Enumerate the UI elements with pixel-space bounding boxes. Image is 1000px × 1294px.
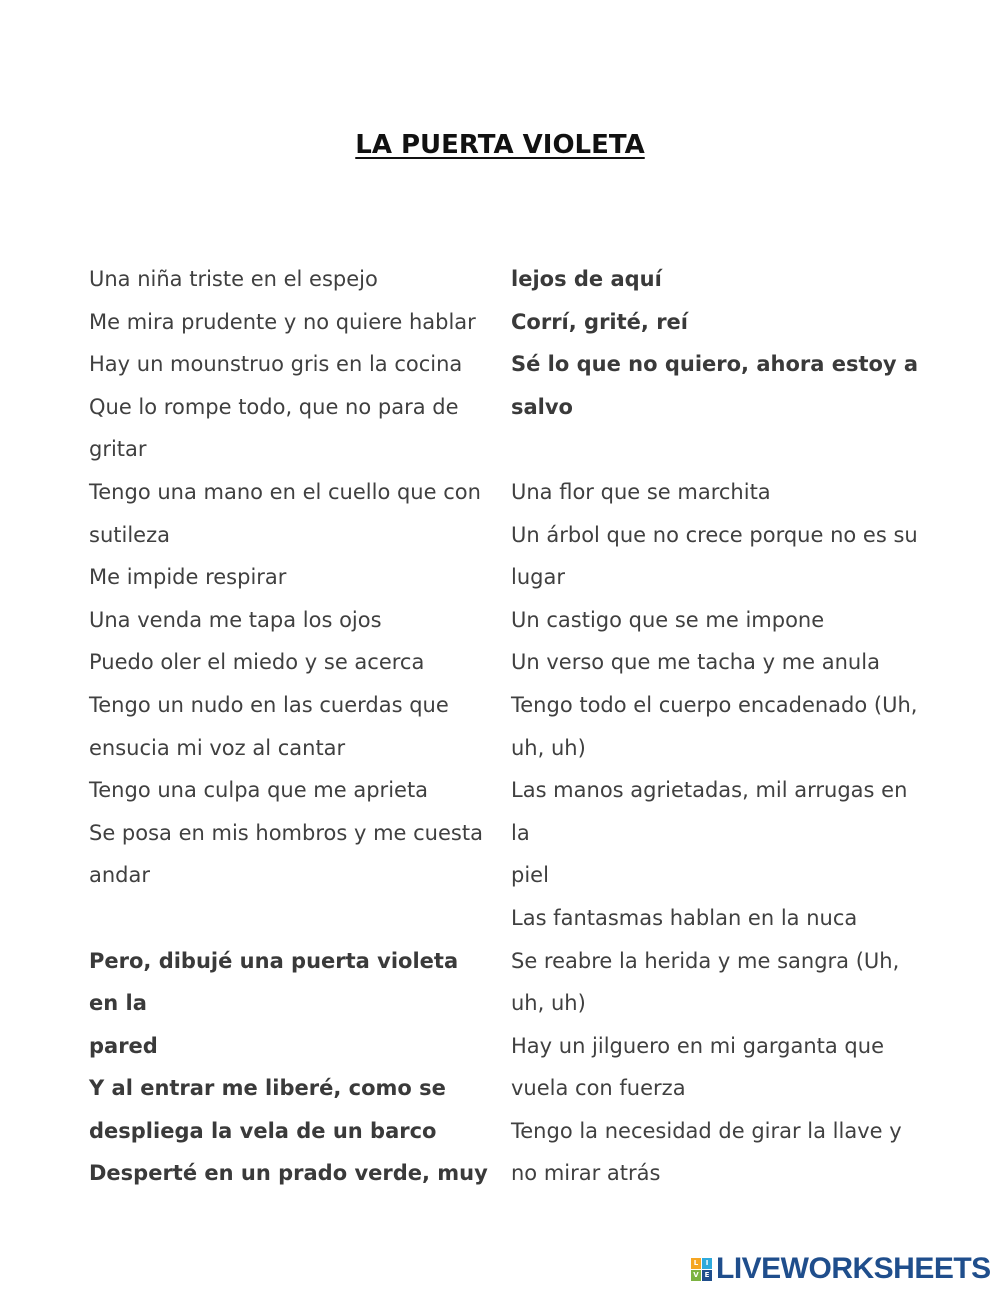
lyrics-left-line: Puedo oler el miedo y se acerca bbox=[89, 650, 425, 675]
lyrics-left-line: Tengo una mano en el cuello que con bbox=[89, 479, 481, 504]
lyrics-right-line: uh, uh) bbox=[511, 735, 586, 760]
liveworksheets-logo-icon bbox=[691, 1258, 712, 1281]
lyrics-right-line: piel bbox=[511, 863, 549, 888]
lyrics-right-line: Un castigo que se me impone bbox=[511, 607, 825, 632]
lyrics-left-line: Una niña triste en el espejo bbox=[89, 267, 378, 291]
lyrics-left-line: Pero, dibujé una puerta violeta en la bbox=[89, 948, 459, 1016]
lyrics-right-line: lejos de aquí bbox=[511, 267, 662, 291]
lyrics-right-line: Una flor que se marchita bbox=[511, 479, 771, 504]
lyrics-right-line: Corrí, grité, reí bbox=[511, 309, 688, 334]
lyrics-right-line bbox=[511, 428, 921, 471]
lyrics-right-line: Hay un jilguero en mi garganta que bbox=[511, 1033, 884, 1058]
lyrics-right-line: vuela con fuerza bbox=[511, 1076, 686, 1101]
logo-mark-tile: V bbox=[691, 1270, 701, 1281]
lyrics-right-line: Un árbol que no crece porque no es su bbox=[511, 522, 918, 547]
lyrics-right-line: uh, uh) bbox=[511, 991, 586, 1016]
lyrics-left-line bbox=[89, 897, 489, 940]
lyrics-right-line: lugar bbox=[511, 565, 565, 590]
song-title: LA PUERTA VIOLETA bbox=[355, 130, 645, 160]
lyrics-left-line: Desperté en un prado verde, muy bbox=[89, 1161, 488, 1186]
lyrics-left-line: Me mira prudente y no quiere hablar bbox=[89, 309, 476, 334]
logo-text: LIVEWORKSHEETS bbox=[716, 1252, 991, 1285]
lyrics-right-line: Tengo todo el cuerpo encadenado (Uh, bbox=[511, 692, 918, 717]
lyrics-right-line: Las fantasmas hablan en la nuca bbox=[511, 905, 858, 930]
lyrics-left-column bbox=[89, 258, 489, 1195]
lyrics-right-line: Sé lo que no quiero, ahora estoy a bbox=[511, 352, 919, 377]
lyrics-left-line: Tengo una culpa que me aprieta bbox=[89, 778, 429, 803]
lyrics-right-line: no mirar atrás bbox=[511, 1161, 661, 1186]
logo-mark-tile: L bbox=[691, 1258, 701, 1269]
lyrics-left-line: Hay un mounstruo gris en la cocina bbox=[89, 352, 463, 377]
lyrics-left-line: Y al entrar me liberé, como se bbox=[89, 1076, 446, 1101]
logo-mark-tile: I bbox=[702, 1258, 712, 1269]
lyrics-left-line: despliega la vela de un barco bbox=[89, 1118, 437, 1143]
lyrics-left-line: sutileza bbox=[89, 522, 170, 547]
lyrics-left-line: andar bbox=[89, 863, 151, 888]
lyrics-right-line: Un verso que me tacha y me anula bbox=[511, 650, 880, 675]
logo-mark-tile: E bbox=[702, 1270, 712, 1281]
lyrics-left-line: ensucia mi voz al cantar bbox=[89, 735, 346, 760]
lyrics-left-line: Que lo rompe todo, que no para de bbox=[89, 394, 459, 419]
lyrics-left-line: Se posa en mis hombros y me cuesta bbox=[89, 820, 483, 845]
liveworksheets-logo bbox=[691, 1252, 991, 1286]
lyrics-left-line: gritar bbox=[89, 437, 147, 462]
lyrics-left-line: pared bbox=[89, 1033, 158, 1058]
lyrics-right-line: Tengo la necesidad de girar la llave y bbox=[511, 1118, 902, 1143]
lyrics-left-line: Me impide respirar bbox=[89, 565, 287, 590]
lyrics-right-line: Se reabre la herida y me sangra (Uh, bbox=[511, 948, 900, 973]
lyrics-right-line: Las manos agrietadas, mil arrugas en la bbox=[511, 778, 908, 845]
lyrics-left-line: Tengo un nudo en las cuerdas que bbox=[89, 692, 449, 717]
lyrics-right-line: salvo bbox=[511, 394, 573, 419]
lyrics-left-line: Una venda me tapa los ojos bbox=[89, 607, 382, 632]
lyrics-right-column bbox=[511, 258, 921, 1195]
